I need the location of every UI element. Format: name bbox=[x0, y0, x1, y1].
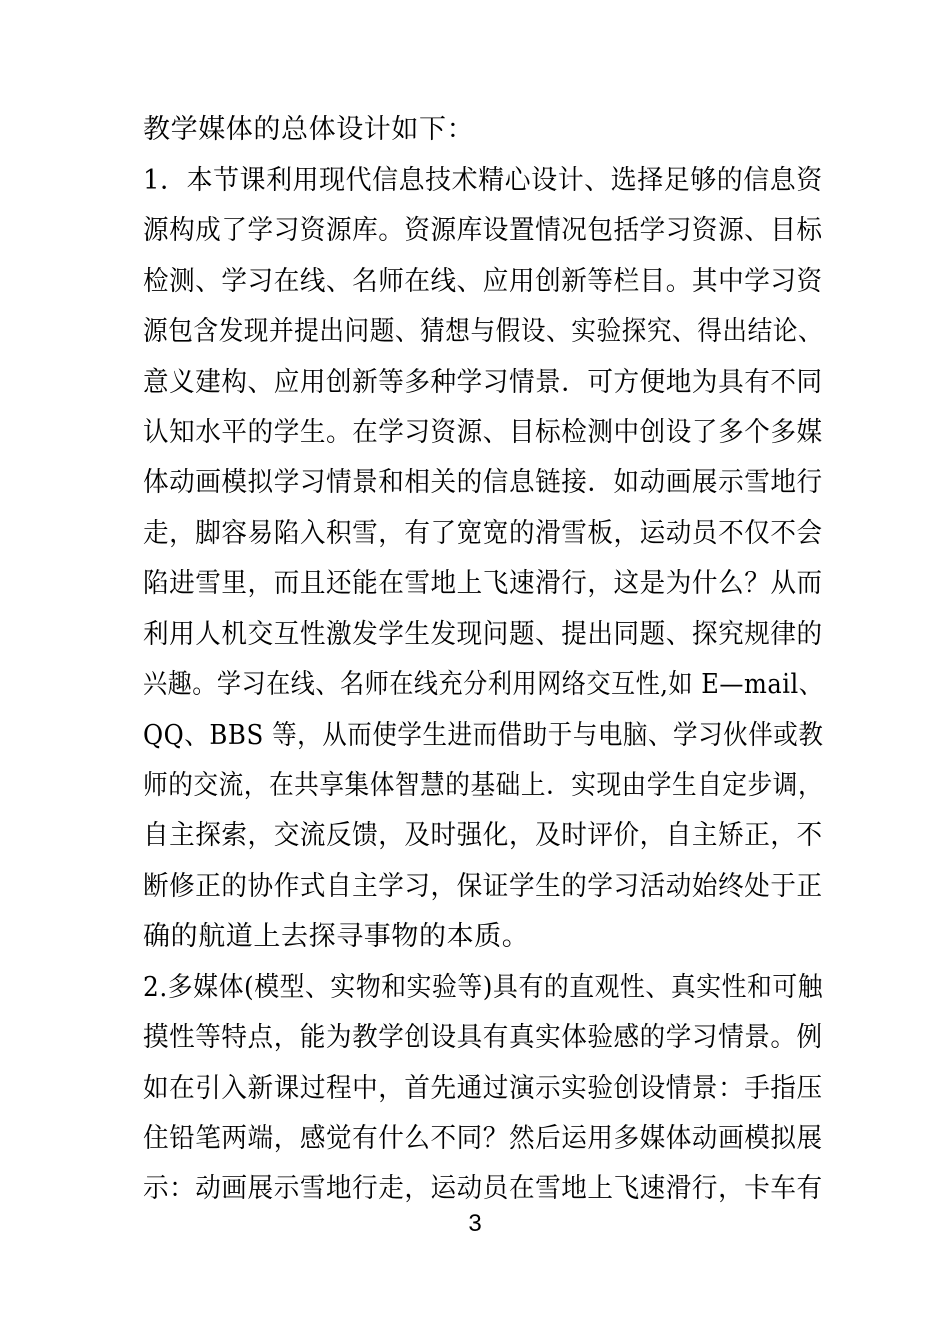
text-line-10: 陷进雪里，而且还能在雪地上飞速滑行，这是为什么？从而 bbox=[143, 568, 823, 599]
text-line-13: QQ、BBS 等，从而使学生进而借助于与电脑、学习伙伴或教 bbox=[143, 720, 824, 751]
text-line-7: 认知水平的学生。在学习资源、目标检测中创设了多个多媒 bbox=[143, 417, 823, 448]
text-line-20: 如在引入新课过程中，首先通过演示实验创设情景：手指压 bbox=[143, 1073, 823, 1104]
text-line-5: 源包含发现并提出问题、猜想与假设、实验探究、得出结论、 bbox=[143, 316, 824, 347]
text-line-9: 走，脚容易陷入积雪，有了宽宽的滑雪板，运动员不仅不会 bbox=[143, 518, 823, 549]
text-line-16: 断修正的协作式自主学习，保证学生的学习活动始终处于正 bbox=[143, 871, 823, 902]
text-line-11: 利用人机交互性激发学生发现问题、提出同题、探究规律的 bbox=[143, 619, 823, 650]
text-line-12: 兴趣。学习在线、名师在线充分利用网络交互性,如 E—mail、 bbox=[143, 669, 824, 700]
text-line-6: 意义建构、应用创新等多种学习情景．可方便地为具有不同 bbox=[143, 367, 823, 398]
text-line-1: 教学媒体的总体设计如下： bbox=[143, 114, 475, 145]
page-number: 3 bbox=[468, 1210, 482, 1237]
text-line-2: 1．本节课利用现代信息技术精心设计、选择足够的信息资 bbox=[143, 165, 823, 196]
text-line-17: 确的航道上去探寻事物的本质。 bbox=[143, 921, 530, 952]
text-line-14: 师的交流，在共享集体智慧的基础上．实现由学生自定步调， bbox=[143, 770, 824, 801]
text-line-3: 源构成了学习资源库。资源库设置情况包括学习资源、目标 bbox=[143, 215, 823, 246]
text-line-18: 2.多媒体(模型、实物和实验等)具有的直观性、真实性和可触 bbox=[143, 972, 824, 1003]
text-line-19: 摸性等特点，能为教学创设具有真实体验感的学习情景。例 bbox=[143, 1022, 823, 1053]
text-line-22: 示：动画展示雪地行走，运动员在雪地上飞速滑行，卡车有 bbox=[143, 1173, 823, 1204]
text-line-21: 住铅笔两端，感觉有什么不同？然后运用多媒体动画模拟展 bbox=[143, 1123, 823, 1154]
text-line-8: 体动画模拟学习情景和相关的信息链接．如动画展示雪地行 bbox=[143, 467, 823, 498]
text-line-4: 检测、学习在线、名师在线、应用创新等栏目。其中学习资 bbox=[143, 266, 823, 297]
text-line-15: 自主探索，交流反馈，及时强化，及时评价，自主矫正，不 bbox=[143, 820, 823, 851]
